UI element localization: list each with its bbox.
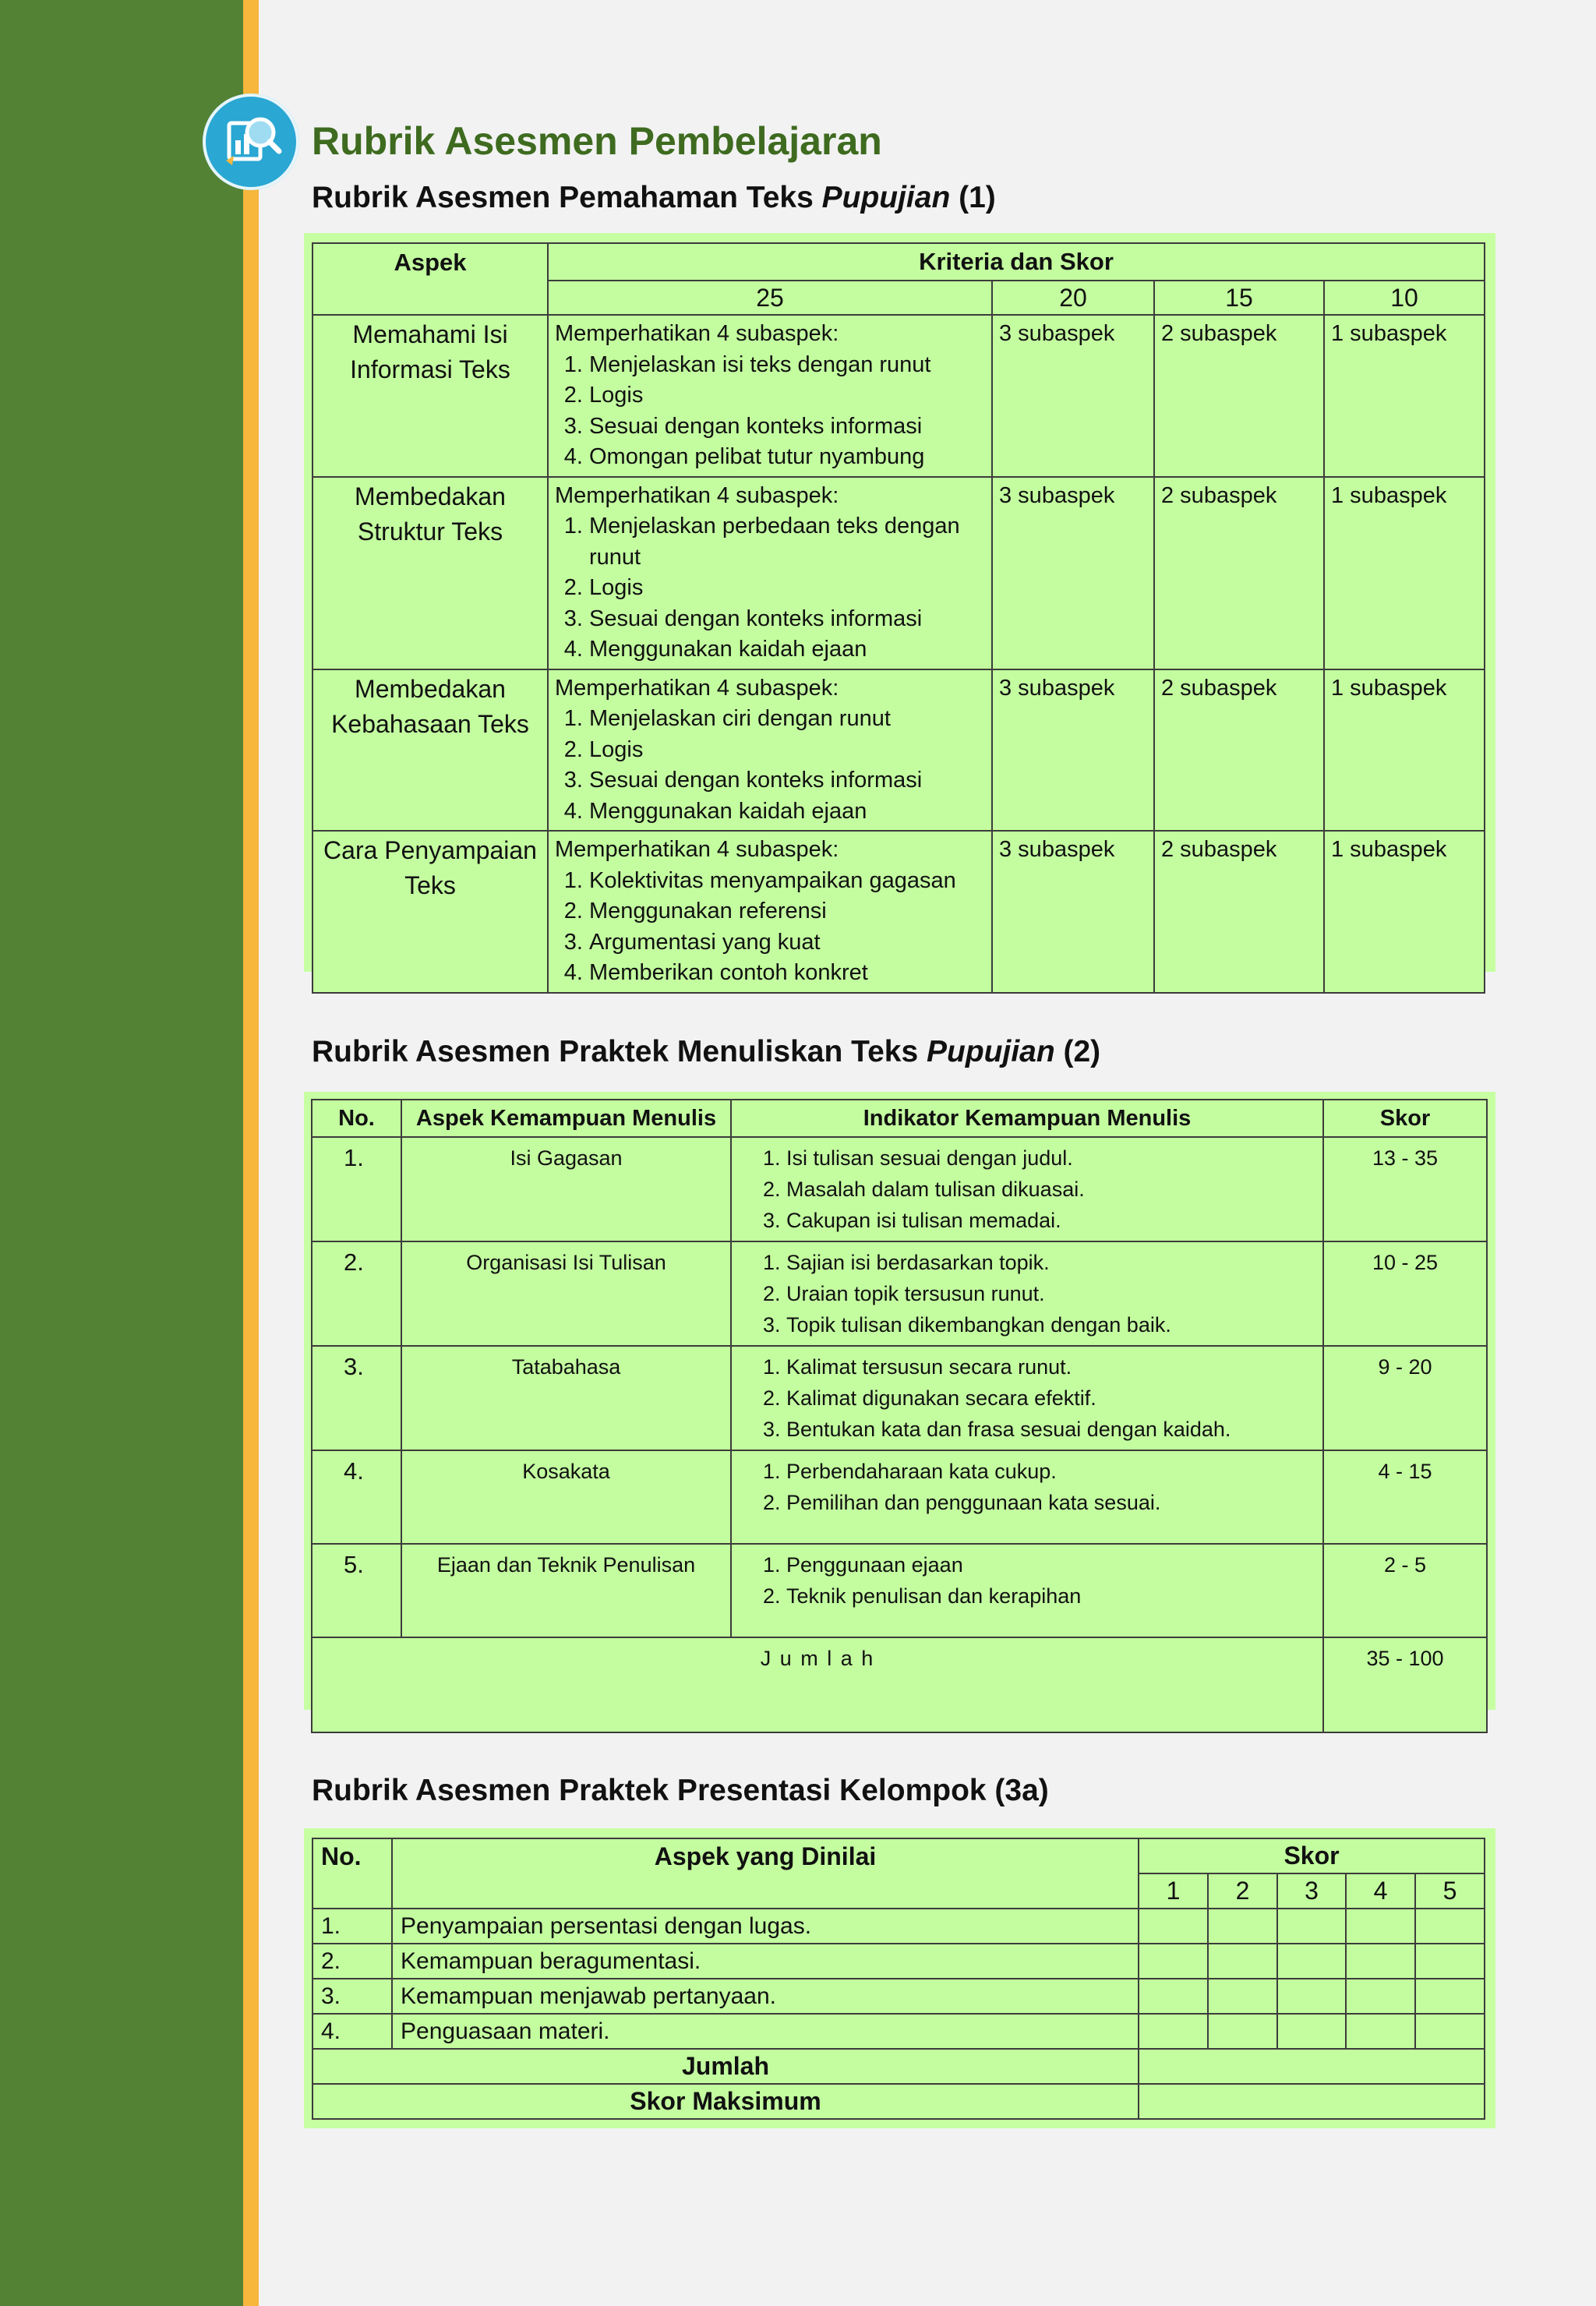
score-col-4: 4	[1346, 1873, 1415, 1909]
skor-cell: 9 - 20	[1323, 1346, 1487, 1450]
criteria-intro: Memperhatikan 4 subaspek:	[555, 837, 839, 862]
score-input-cell[interactable]	[1208, 1944, 1277, 1979]
section1-title: Rubrik Asesmen Pemahaman Teks Pupujian (1)	[312, 181, 996, 214]
section2-title: Rubrik Asesmen Praktek Menuliskan Teks Pupujian (2)	[312, 1035, 1101, 1068]
indikator-cell	[731, 1450, 1323, 1544]
list-item: 1. Menjelaskan perbedaan teks dengan runut	[589, 511, 985, 573]
score-cell-s15: 2 subaspek	[1154, 315, 1324, 477]
score-input-cell[interactable]	[1277, 1944, 1346, 1979]
score-cell-s15: 2 subaspek	[1154, 477, 1324, 669]
score-col-1: 1	[1139, 1873, 1208, 1909]
indikator-cell	[731, 1544, 1323, 1637]
score-col-2: 2	[1208, 1873, 1277, 1909]
header-score-15: 15	[1154, 281, 1324, 315]
list-item: 1. Menjelaskan isi teks dengan runut	[589, 350, 985, 381]
score-cell-s20: 3 subaspek	[992, 315, 1154, 477]
list-item: 3. Topik tulisan dikembangkan dengan baik.	[786, 1309, 1316, 1340]
table-row	[312, 1979, 1485, 2014]
skor-cell: 4 - 15	[1323, 1450, 1487, 1544]
score-input-cell[interactable]	[1139, 1909, 1208, 1944]
list-item: 2. Logis	[589, 735, 985, 766]
row-number: 3.	[312, 1346, 401, 1450]
row-number: 3.	[312, 1979, 392, 2014]
list-item: 3. Bentukan kata dan frasa sesuai dengan kaidah.	[786, 1414, 1316, 1445]
list-item: 1. Menjelaskan ciri dengan runut	[589, 704, 985, 735]
list-item: 3. Sesuai dengan konteks informasi	[589, 411, 985, 443]
score-input-cell[interactable]	[1415, 1909, 1485, 1944]
aspek-cell: Penyampaian persentasi dengan lugas.	[392, 1909, 1139, 1944]
list-item: 1. Penggunaan ejaan	[786, 1549, 1316, 1580]
header-score-10: 10	[1324, 281, 1485, 315]
table-row	[312, 1544, 1487, 1637]
table-row	[312, 1944, 1485, 1979]
indikator-cell	[731, 1346, 1323, 1450]
aspek-cell: Isi Gagasan	[401, 1137, 731, 1241]
table-row	[312, 1909, 1485, 1944]
skor-cell: 13 - 35	[1323, 1137, 1487, 1241]
aspek-cell: Memahami Isi Informasi Teks	[312, 315, 548, 477]
indikator-cell	[731, 1137, 1323, 1241]
header-no: No.	[312, 1838, 392, 1909]
score-cell-s15: 2 subaspek	[1154, 831, 1324, 993]
list-item: 2. Menggunakan referensi	[589, 896, 985, 927]
rubric-table-presentation	[312, 1838, 1485, 2120]
header-kriteria: Kriteria dan Skor	[548, 243, 1485, 281]
indikator-cell	[731, 1241, 1323, 1346]
indikator-list	[738, 1142, 1316, 1236]
score-cell-s20: 3 subaspek	[992, 477, 1154, 669]
list-item: 2. Pemilihan dan penggunaan kata sesuai.	[786, 1487, 1316, 1518]
jumlah-row	[312, 2049, 1485, 2084]
header-aspek: Aspek	[312, 243, 548, 315]
score-col-5: 5	[1415, 1873, 1485, 1909]
table-row	[312, 1450, 1487, 1544]
list-item: 2. Uraian topik tersusun runut.	[786, 1278, 1316, 1309]
header-score-20: 20	[992, 281, 1154, 315]
table-row	[312, 1137, 1487, 1241]
list-item: 1. Kalimat tersusun secara runut.	[786, 1351, 1316, 1383]
criteria-list	[555, 866, 985, 989]
score-input-cell[interactable]	[1208, 2014, 1277, 2049]
list-item: 4. Memberikan contoh konkret	[589, 958, 985, 989]
score-input-cell[interactable]	[1415, 2014, 1485, 2049]
indikator-list	[738, 1549, 1316, 1612]
score-cell-s10: 1 subaspek	[1324, 831, 1485, 993]
score-input-cell[interactable]	[1346, 2014, 1415, 2049]
list-item: 2. Kalimat digunakan secara efektif.	[786, 1383, 1316, 1414]
score-input-cell[interactable]	[1346, 1909, 1415, 1944]
header-score-25: 25	[548, 281, 992, 315]
list-item: 1. Perbendaharaan kata cukup.	[786, 1456, 1316, 1487]
score-input-cell[interactable]	[1415, 1944, 1485, 1979]
score-cell-s10: 1 subaspek	[1324, 669, 1485, 832]
aspek-cell: Cara Penyampaian Teks	[312, 831, 548, 993]
score-input-cell[interactable]	[1139, 1979, 1208, 2014]
aspek-cell: Tatabahasa	[401, 1346, 731, 1450]
score-cell-s10: 1 subaspek	[1324, 315, 1485, 477]
list-item: 2. Logis	[589, 573, 985, 604]
jumlah-label: J u m l a h	[312, 1637, 1323, 1732]
score-input-cell[interactable]	[1277, 1979, 1346, 2014]
header-skor: Skor	[1323, 1100, 1487, 1137]
list-item: 4. Menggunakan kaidah ejaan	[589, 634, 985, 666]
criteria-cell	[548, 315, 992, 477]
score-cell-s20: 3 subaspek	[992, 669, 1154, 832]
list-item: 1. Isi tulisan sesuai dengan judul.	[786, 1142, 1316, 1174]
criteria-list	[555, 704, 985, 827]
criteria-list	[555, 350, 985, 473]
list-item: 3. Sesuai dengan konteks informasi	[589, 604, 985, 635]
list-item: 2. Logis	[589, 380, 985, 411]
rubric-table-writing	[311, 1099, 1488, 1733]
indikator-list	[738, 1247, 1316, 1340]
aspek-cell: Kosakata	[401, 1450, 731, 1544]
skor-cell: 10 - 25	[1323, 1241, 1487, 1346]
table-row	[312, 477, 1485, 669]
aspek-cell: Ejaan dan Teknik Penulisan	[401, 1544, 731, 1637]
score-cell-s15: 2 subaspek	[1154, 669, 1324, 832]
score-col-3: 3	[1277, 1873, 1346, 1909]
criteria-cell	[548, 669, 992, 832]
list-item: 4. Omongan pelibat tutur nyambung	[589, 442, 985, 473]
score-input-cell[interactable]	[1139, 1944, 1208, 1979]
criteria-intro: Memperhatikan 4 subaspek:	[555, 675, 839, 701]
table-row	[312, 315, 1485, 477]
aspek-cell: Kemampuan menjawab pertanyaan.	[392, 1979, 1139, 2014]
table-row	[312, 669, 1485, 832]
list-item: 3. Cakupan isi tulisan memadai.	[786, 1205, 1316, 1236]
list-item: 3. Sesuai dengan konteks informasi	[589, 765, 985, 796]
list-item: 3. Argumentasi yang kuat	[589, 927, 985, 959]
header-aspek-menulis: Aspek Kemampuan Menulis	[401, 1100, 731, 1137]
criteria-intro: Memperhatikan 4 subaspek:	[555, 482, 839, 508]
score-input-cell[interactable]	[1346, 1944, 1415, 1979]
criteria-list	[555, 511, 985, 666]
row-number: 4.	[312, 2014, 392, 2049]
aspek-cell: Membedakan Kebahasaan Teks	[312, 669, 548, 832]
aspek-cell: Organisasi Isi Tulisan	[401, 1241, 731, 1346]
rubric-table-understanding	[312, 242, 1485, 994]
aspek-cell: Membedakan Struktur Teks	[312, 477, 548, 669]
jumlah-row-label: Jumlah	[312, 2049, 1139, 2084]
list-item: 1. Kolektivitas menyampaikan gagasan	[589, 866, 985, 897]
header-skor: Skor	[1139, 1838, 1485, 1873]
table-row	[312, 2014, 1485, 2049]
criteria-cell	[548, 831, 992, 993]
list-item: 4. Menggunakan kaidah ejaan	[589, 796, 985, 828]
table-row	[312, 1346, 1487, 1450]
list-item: 2. Teknik penulisan dan kerapihan	[786, 1580, 1316, 1612]
header-no: No.	[312, 1100, 401, 1137]
score-input-cell[interactable]	[1415, 1979, 1485, 2014]
skor-maksimum-row	[312, 2084, 1485, 2119]
score-cell-s20: 3 subaspek	[992, 831, 1154, 993]
row-number: 4.	[312, 1450, 401, 1544]
table-row	[312, 1241, 1487, 1346]
row-number: 5.	[312, 1544, 401, 1637]
score-input-cell[interactable]	[1277, 2014, 1346, 2049]
skor-cell: 2 - 5	[1323, 1544, 1487, 1637]
page-title: Rubrik Asesmen Pembelajaran	[312, 119, 882, 163]
criteria-cell	[548, 477, 992, 669]
table-row	[312, 831, 1485, 993]
skor-maksimum-row-label: Skor Maksimum	[312, 2084, 1139, 2119]
list-item: 2. Masalah dalam tulisan dikuasai.	[786, 1174, 1316, 1205]
sidebar-orange-stripe	[243, 0, 259, 2306]
score-input-cell[interactable]	[1277, 1909, 1346, 1944]
sidebar-green-band	[0, 0, 243, 2306]
row-number: 2.	[312, 1944, 392, 1979]
section3-title: Rubrik Asesmen Praktek Presentasi Kelompok (3a)	[312, 1774, 1049, 1807]
skor-maksimum-row-value-cell[interactable]	[1139, 2084, 1485, 2119]
score-input-cell[interactable]	[1208, 1909, 1277, 1944]
row-number: 2.	[312, 1241, 401, 1346]
score-input-cell[interactable]	[1208, 1979, 1277, 2014]
list-item: 1. Sajian isi berdasarkan topik.	[786, 1247, 1316, 1278]
score-input-cell[interactable]	[1139, 2014, 1208, 2049]
aspek-cell: Penguasaan materi.	[392, 2014, 1139, 2049]
header-aspek-dinilai: Aspek yang Dinilai	[392, 1838, 1139, 1909]
indikator-list	[738, 1456, 1316, 1518]
aspek-cell: Kemampuan beragumentasi.	[392, 1944, 1139, 1979]
score-cell-s10: 1 subaspek	[1324, 477, 1485, 669]
criteria-intro: Memperhatikan 4 subaspek:	[555, 321, 839, 346]
row-number: 1.	[312, 1909, 392, 1944]
score-input-cell[interactable]	[1346, 1979, 1415, 2014]
header-indikator: Indikator Kemampuan Menulis	[731, 1100, 1323, 1137]
indikator-list	[738, 1351, 1316, 1445]
jumlah-row-value-cell[interactable]	[1139, 2049, 1485, 2084]
magnifier-chart-icon	[203, 94, 299, 190]
jumlah-skor: 35 - 100	[1323, 1637, 1487, 1732]
row-number: 1.	[312, 1137, 401, 1241]
